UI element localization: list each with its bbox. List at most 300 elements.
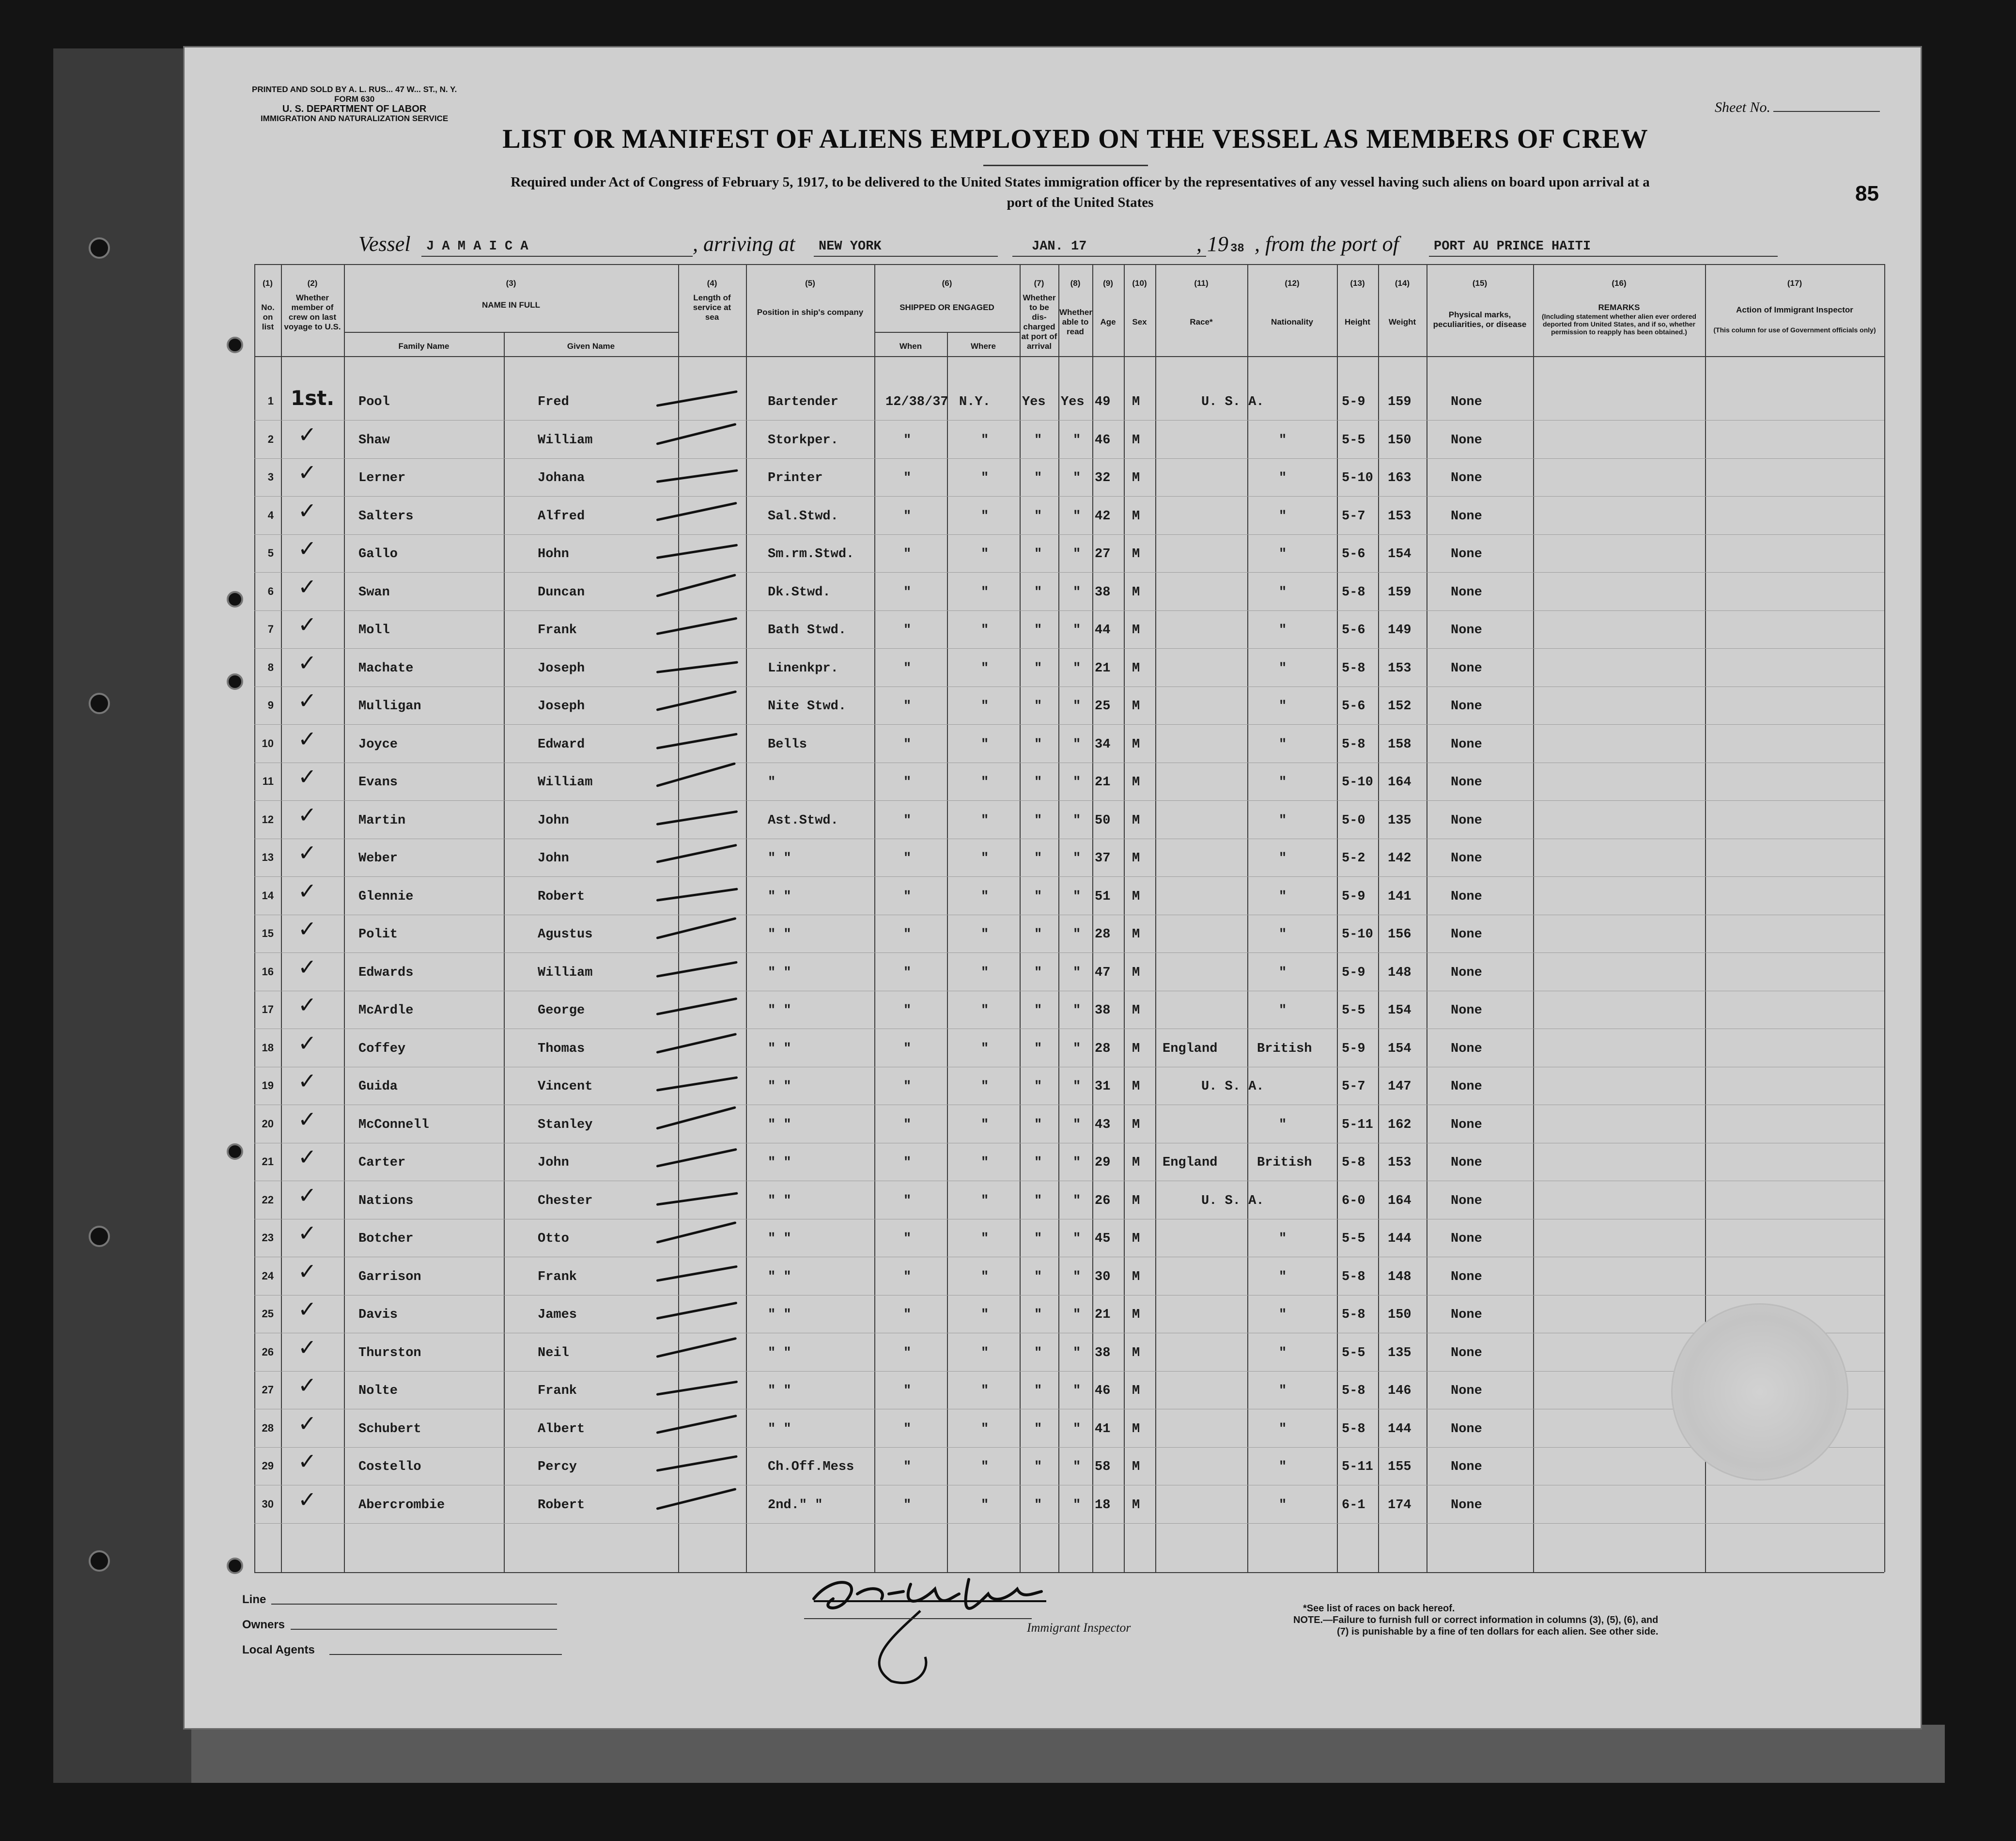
- physical-marks: None: [1451, 1232, 1482, 1246]
- age: 32: [1095, 471, 1111, 485]
- race: U. S. A.: [1201, 1079, 1264, 1094]
- shipped-when: ": [903, 1269, 912, 1284]
- ship-position: ": [768, 775, 776, 790]
- discharged-at-port: ": [1034, 585, 1042, 600]
- shipped-where: ": [981, 1155, 989, 1170]
- given-name: John: [538, 813, 569, 828]
- nationality: ": [1279, 1269, 1287, 1284]
- able-to-read: ": [1073, 1384, 1081, 1398]
- given-name: Duncan: [538, 585, 585, 600]
- subtitle-line-2: port of the United States: [1007, 195, 1154, 210]
- service-length-mark: [656, 844, 737, 863]
- age: 37: [1095, 851, 1111, 866]
- able-to-read: ": [1073, 433, 1081, 448]
- row-rule: [254, 420, 1884, 421]
- height: 5-8: [1342, 1155, 1365, 1170]
- service-length-mark: [656, 733, 738, 749]
- shipped-where: ": [981, 1041, 989, 1056]
- col-header-given-name: Given Name: [567, 342, 615, 351]
- arrival-year: 38: [1230, 242, 1244, 255]
- physical-marks: None: [1451, 1041, 1482, 1056]
- ship-position: " ": [768, 1384, 791, 1398]
- weight: 159: [1388, 395, 1411, 409]
- weight: 146: [1388, 1384, 1411, 1398]
- row-number: 10: [262, 737, 274, 749]
- given-name: Robert: [538, 1498, 585, 1513]
- height: 5-7: [1342, 1079, 1365, 1094]
- page-title: LIST OR MANIFEST OF ALIENS EMPLOYED ON THE VESSEL AS MEMBERS OF CREW: [502, 124, 1648, 154]
- service-length-mark: [656, 810, 738, 826]
- given-name: William: [538, 433, 593, 448]
- family-name: Carter: [358, 1155, 406, 1170]
- discharged-at-port: ": [1034, 889, 1042, 904]
- shipped-when: ": [903, 965, 912, 980]
- weight: 164: [1388, 1193, 1411, 1208]
- col-header-length-of-service: Length of service at sea: [693, 293, 731, 322]
- crew-last-voyage-check: ✓: [298, 1486, 317, 1513]
- form-number: FORM 630: [334, 94, 375, 104]
- column-rule: [1124, 264, 1125, 1572]
- discharged-at-port: ": [1034, 547, 1042, 562]
- row-number: 15: [262, 927, 274, 939]
- physical-marks: None: [1451, 965, 1482, 980]
- age: 58: [1095, 1460, 1111, 1474]
- family-name: Swan: [358, 585, 390, 600]
- shipped-where: ": [981, 1269, 989, 1284]
- family-name: Martin: [358, 813, 406, 828]
- age: 45: [1095, 1232, 1111, 1246]
- discharged-at-port: Yes: [1022, 395, 1046, 409]
- service-length-mark: [656, 1302, 738, 1320]
- row-number: 17: [262, 1003, 274, 1015]
- height: 5-11: [1342, 1460, 1373, 1474]
- age: 28: [1095, 927, 1111, 942]
- height: 5-5: [1342, 1003, 1365, 1018]
- discharged-at-port: ": [1034, 1308, 1042, 1322]
- given-name: Percy: [538, 1460, 577, 1474]
- crew-last-voyage-check: ✓: [298, 649, 317, 676]
- age: 43: [1095, 1117, 1111, 1132]
- row-rule: [254, 800, 1884, 801]
- from-port-label: , from the port of: [1255, 232, 1399, 256]
- column-rule: [504, 332, 505, 1572]
- binder-edge: [53, 48, 199, 1783]
- height: 5-5: [1342, 1345, 1365, 1360]
- height: 5-5: [1342, 433, 1365, 448]
- discharged-at-port: ": [1034, 1117, 1042, 1132]
- able-to-read: ": [1073, 547, 1081, 562]
- given-name: John: [538, 1155, 569, 1170]
- nationality: ": [1279, 775, 1287, 790]
- discharged-at-port: ": [1034, 1384, 1042, 1398]
- family-name: Weber: [358, 851, 398, 866]
- row-number: 12: [262, 813, 274, 826]
- crew-last-voyage-check: ✓: [298, 1372, 317, 1398]
- given-name: Stanley: [538, 1117, 593, 1132]
- family-name: Costello: [358, 1460, 421, 1474]
- discharged-at-port: ": [1034, 737, 1042, 752]
- sex: M: [1132, 1117, 1140, 1132]
- row-number: 14: [262, 889, 274, 902]
- given-name: Vincent: [538, 1079, 593, 1094]
- physical-marks: None: [1451, 509, 1482, 524]
- col-header-where: Where: [971, 342, 996, 351]
- column-rule: [678, 264, 679, 1572]
- shipped-when: ": [903, 775, 912, 790]
- given-name: Frank: [538, 1269, 577, 1284]
- shipped-where: N.Y.: [959, 395, 991, 409]
- table-bottom-border: [254, 1572, 1884, 1573]
- discharged-at-port: ": [1034, 1155, 1042, 1170]
- able-to-read: ": [1073, 585, 1081, 600]
- nationality: ": [1279, 509, 1287, 524]
- column-number: (3): [506, 279, 516, 288]
- weight: 150: [1388, 1308, 1411, 1322]
- height: 5-0: [1342, 813, 1365, 828]
- col-header-position: Position in ship's company: [757, 308, 864, 317]
- column-number: (4): [707, 279, 717, 288]
- binder-hole: [227, 1143, 243, 1160]
- ship-position: " ": [768, 1117, 791, 1132]
- crew-last-voyage-check: ✓: [298, 877, 317, 904]
- nationality: ": [1279, 547, 1287, 562]
- height: 5-7: [1342, 509, 1365, 524]
- column-rule: [1058, 264, 1059, 1572]
- given-name: Albert: [538, 1421, 585, 1436]
- row-number: 16: [262, 965, 274, 978]
- printer-line: PRINTED AND SOLD BY A. L. RUS... 47 W... ST., N. Y.: [252, 85, 457, 94]
- sex: M: [1132, 965, 1140, 980]
- shipped-where: ": [981, 433, 989, 448]
- row-number: 3: [267, 471, 274, 483]
- shipped-when: ": [903, 1421, 912, 1436]
- departure-port-line: [1429, 256, 1778, 257]
- family-name: Shaw: [358, 433, 390, 448]
- service-length-mark: [656, 1487, 736, 1510]
- owners-label: Owners: [242, 1618, 285, 1631]
- able-to-read: ": [1073, 471, 1081, 485]
- title-rule: [983, 165, 1148, 166]
- age: 38: [1095, 1003, 1111, 1018]
- shipped-when: ": [903, 851, 912, 866]
- crew-last-voyage-check: ✓: [298, 421, 317, 448]
- physical-marks: None: [1451, 851, 1482, 866]
- age: 28: [1095, 1041, 1111, 1056]
- age: 30: [1095, 1269, 1111, 1284]
- height: 5-6: [1342, 547, 1365, 562]
- row-number: 1: [267, 395, 274, 407]
- discharged-at-port: ": [1034, 509, 1042, 524]
- able-to-read: ": [1073, 699, 1081, 714]
- family-name: Glennie: [358, 889, 414, 904]
- col-header-inspector-action: Action of Immigrant Inspector: [1736, 305, 1853, 314]
- vessel-name: J A M A I C A: [426, 239, 528, 254]
- row-rule: [254, 648, 1884, 649]
- nationality: ": [1279, 1460, 1287, 1474]
- binder-hole: [227, 673, 243, 690]
- given-name: John: [538, 851, 569, 866]
- shipped-where: ": [981, 585, 989, 600]
- height: 6-0: [1342, 1193, 1365, 1208]
- family-name: Evans: [358, 775, 398, 790]
- given-name: William: [538, 775, 593, 790]
- printer-imprint: [252, 85, 457, 124]
- row-number: 2: [267, 433, 274, 445]
- column-number: (5): [805, 279, 815, 288]
- given-name: George: [538, 1003, 585, 1018]
- service-length-mark: [656, 888, 738, 902]
- shipped-where: ": [981, 623, 989, 638]
- row-rule: [254, 458, 1884, 459]
- col-header-shipped-or-engaged: SHIPPED OR ENGAGED: [899, 303, 994, 312]
- column-rule: [1884, 264, 1885, 1572]
- height: 5-2: [1342, 851, 1365, 866]
- shipped-when: ": [903, 1384, 912, 1398]
- sex: M: [1132, 547, 1140, 562]
- family-name: Mulligan: [358, 699, 421, 714]
- column-number: (9): [1103, 279, 1113, 288]
- crew-last-voyage-check: ✓: [298, 1220, 317, 1246]
- crew-last-voyage-check: ✓: [298, 497, 317, 524]
- physical-marks: None: [1451, 1460, 1482, 1474]
- able-to-read: ": [1073, 509, 1081, 524]
- physical-marks: None: [1451, 395, 1482, 409]
- ship-position: " ": [768, 1308, 791, 1322]
- line-field-rule: [271, 1604, 557, 1605]
- age: 18: [1095, 1498, 1111, 1513]
- ship-position: " ": [768, 851, 791, 866]
- crew-manifest-table: [254, 264, 1884, 1572]
- vessel-label: Vessel: [358, 232, 411, 256]
- sex: M: [1132, 927, 1140, 942]
- col-header-member-last-voyage: Whether member of crew on last voyage to U.S.: [284, 293, 341, 331]
- shipped-when: ": [903, 699, 912, 714]
- race: U. S. A.: [1201, 395, 1264, 409]
- crew-last-voyage-check: ✓: [298, 1144, 317, 1170]
- shipped-where: ": [981, 1498, 989, 1513]
- binder-hole: [227, 337, 243, 353]
- shipped-when: ": [903, 471, 912, 485]
- service-length-mark: [656, 1380, 738, 1396]
- nationality: ": [1279, 889, 1287, 904]
- family-name: Abercrombie: [358, 1498, 445, 1513]
- sex: M: [1132, 1308, 1140, 1322]
- height: 5-8: [1342, 1384, 1365, 1398]
- family-name: McArdle: [358, 1003, 414, 1018]
- service-length-mark: [656, 501, 737, 521]
- row-rule: [254, 876, 1884, 877]
- weight: 164: [1388, 775, 1411, 790]
- sex: M: [1132, 1384, 1140, 1398]
- able-to-read: ": [1073, 1460, 1081, 1474]
- crew-last-voyage-check: ✓: [298, 1182, 317, 1208]
- column-number: (1): [263, 279, 273, 288]
- crew-last-voyage-check: ✓: [298, 1030, 317, 1056]
- col-header-discharged: Whether to be dis-charged at port of arrival: [1021, 293, 1057, 351]
- shipped-where: ": [981, 1384, 989, 1398]
- shipped-where: ": [981, 1117, 989, 1132]
- sheet-number-label: Sheet No.: [1715, 99, 1770, 115]
- column-number: (8): [1070, 279, 1081, 288]
- able-to-read: ": [1073, 1003, 1081, 1018]
- discharged-at-port: ": [1034, 471, 1042, 485]
- discharged-at-port: ": [1034, 1269, 1042, 1284]
- able-to-read: ": [1073, 661, 1081, 676]
- col-header-family-name: Family Name: [398, 342, 450, 351]
- shipped-where: ": [981, 737, 989, 752]
- shipped-where: ": [981, 1345, 989, 1360]
- shipped-where: ": [981, 813, 989, 828]
- owners-field-rule: [291, 1629, 557, 1630]
- row-number: 8: [267, 661, 274, 673]
- sheet-number-line: [1773, 111, 1880, 112]
- row-number: 7: [267, 623, 274, 635]
- age: 50: [1095, 813, 1111, 828]
- shipped-when: ": [903, 1003, 912, 1018]
- service-length-mark: [656, 1076, 738, 1092]
- sex: M: [1132, 1269, 1140, 1284]
- service-name: IMMIGRATION AND NATURALIZATION SERVICE: [260, 114, 449, 123]
- sex: M: [1132, 1345, 1140, 1360]
- physical-marks: None: [1451, 1117, 1482, 1132]
- row-number: 28: [262, 1421, 274, 1434]
- shipped-where: ": [981, 1421, 989, 1436]
- height: 5-8: [1342, 737, 1365, 752]
- crew-last-voyage-check: ✓: [298, 840, 317, 866]
- physical-marks: None: [1451, 775, 1482, 790]
- shipped-when: ": [903, 509, 912, 524]
- able-to-read: ": [1073, 1269, 1081, 1284]
- weight: 153: [1388, 661, 1411, 676]
- shipped-where: ": [981, 509, 989, 524]
- height: 5-6: [1342, 623, 1365, 638]
- age: 29: [1095, 1155, 1111, 1170]
- sex: M: [1132, 1232, 1140, 1246]
- crew-last-voyage-check: ✓: [298, 992, 317, 1018]
- height: 5-8: [1342, 1269, 1365, 1284]
- row-number: 27: [262, 1384, 274, 1396]
- shipped-when: ": [903, 623, 912, 638]
- discharged-at-port: ": [1034, 1232, 1042, 1246]
- height: 5-11: [1342, 1117, 1373, 1132]
- nationality: ": [1279, 1117, 1287, 1132]
- subtitle-line-1: Required under Act of Congress of February 5, 1917, to be delivered to the United States immigration officer by the representatives of any vessel having such aliens on board upon arrival at a: [511, 174, 1650, 190]
- nationality: ": [1279, 1384, 1287, 1398]
- sex: M: [1132, 889, 1140, 904]
- age: 21: [1095, 661, 1111, 676]
- binder-hole: [89, 693, 110, 714]
- col-header-height: Height: [1345, 317, 1370, 327]
- nationality: ": [1279, 737, 1287, 752]
- weight: 142: [1388, 851, 1411, 866]
- family-name: Garrison: [358, 1269, 421, 1284]
- shipped-when: ": [903, 547, 912, 562]
- stamped-page-number: 85: [1855, 182, 1879, 205]
- nationality: ": [1279, 699, 1287, 714]
- shipped-where: ": [981, 775, 989, 790]
- nationality: ": [1279, 433, 1287, 448]
- age: 38: [1095, 1345, 1111, 1360]
- nationality: ": [1279, 661, 1287, 676]
- discharged-at-port: ": [1034, 1421, 1042, 1436]
- header-bottom-border: [254, 356, 1884, 357]
- weight: 158: [1388, 737, 1411, 752]
- discharged-at-port: ": [1034, 623, 1042, 638]
- crew-last-voyage-check: ✓: [298, 1296, 317, 1322]
- nationality: ": [1279, 927, 1287, 942]
- given-name: Chester: [538, 1193, 593, 1208]
- crew-last-voyage-check: ✓: [298, 535, 317, 562]
- crew-last-voyage-check: ✓: [298, 1334, 317, 1360]
- nationality: ": [1279, 1498, 1287, 1513]
- shipped-when: ": [903, 813, 912, 828]
- shipped-where: ": [981, 889, 989, 904]
- able-to-read: Yes: [1061, 395, 1085, 409]
- inspector-label: Immigrant Inspector: [1027, 1621, 1131, 1635]
- given-name: Frank: [538, 623, 577, 638]
- column-number: (14): [1395, 279, 1410, 288]
- family-name: Lerner: [358, 471, 406, 485]
- sheet-number-field: [1715, 99, 1880, 116]
- weight: 135: [1388, 1345, 1411, 1360]
- column-rule: [254, 264, 255, 1572]
- family-name: Nations: [358, 1193, 414, 1208]
- family-name: Gallo: [358, 547, 398, 562]
- physical-marks: None: [1451, 889, 1482, 904]
- age: 46: [1095, 433, 1111, 448]
- able-to-read: ": [1073, 965, 1081, 980]
- crew-last-voyage-check: ✓: [298, 1258, 317, 1284]
- column-rule: [1337, 264, 1338, 1572]
- discharged-at-port: ": [1034, 927, 1042, 942]
- col-header-able-to-read: Whether able to read: [1059, 308, 1092, 336]
- vessel-name-line: [421, 256, 693, 257]
- paper-shadow: [191, 1725, 1945, 1783]
- sex: M: [1132, 1079, 1140, 1094]
- row-number: 29: [262, 1460, 274, 1472]
- departure-port: PORT AU PRINCE HAITI: [1434, 239, 1591, 254]
- height: 5-9: [1342, 965, 1365, 980]
- races-note: *See list of races on back hereof.: [1303, 1603, 1455, 1614]
- family-name: Nolte: [358, 1384, 398, 1398]
- sex: M: [1132, 813, 1140, 828]
- family-name: Davis: [358, 1308, 398, 1322]
- ship-position: " ": [768, 1193, 791, 1208]
- able-to-read: ": [1073, 1308, 1081, 1322]
- penalty-note-2: (7) is punishable by a fine of ten dollars for each alien. See other side.: [1337, 1626, 1659, 1637]
- discharged-at-port: ": [1034, 851, 1042, 866]
- nationality: British: [1257, 1041, 1312, 1056]
- service-length-mark: [656, 1414, 737, 1434]
- col-header-sex: Sex: [1132, 317, 1147, 327]
- ship-position: Ch.Off.Mess: [768, 1460, 854, 1474]
- shipped-where: ": [981, 699, 989, 714]
- crew-last-voyage-check: ✓: [298, 1068, 317, 1094]
- shipped-when: ": [903, 927, 912, 942]
- height: 5-10: [1342, 775, 1373, 790]
- arriving-label: , arriving at: [693, 232, 795, 256]
- family-name: Joyce: [358, 737, 398, 752]
- shipped-where: ": [981, 547, 989, 562]
- service-length-mark: [656, 574, 736, 597]
- sex: M: [1132, 737, 1140, 752]
- service-length-mark: [656, 998, 738, 1015]
- sex: M: [1132, 471, 1140, 485]
- family-name: Edwards: [358, 965, 414, 980]
- family-name: Polit: [358, 927, 398, 942]
- able-to-read: ": [1073, 1155, 1081, 1170]
- weight: 148: [1388, 965, 1411, 980]
